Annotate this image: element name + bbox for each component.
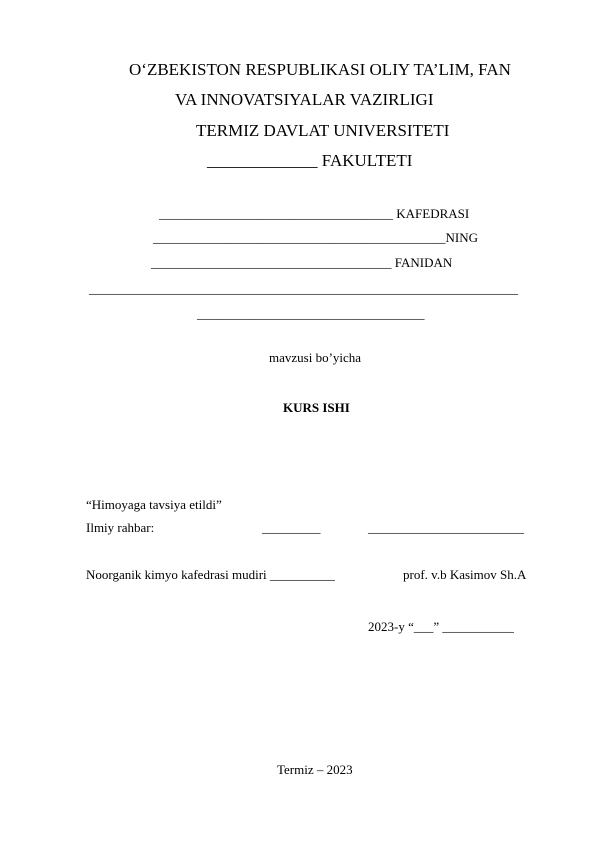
faculty-line: _____________ FAKULTETI <box>207 151 413 170</box>
date-line: 2023-y “___” ___________ <box>368 619 514 634</box>
ministry-line-1: O‘ZBEKISTON RESPUBLIKASI OLIY TA’LIM, FAN <box>129 60 511 79</box>
department-head-name: prof. v.b Kasimov Sh.A <box>403 567 527 582</box>
document-type-title: KURS ISHI <box>283 400 350 415</box>
department-head-label: Noorganik kimyo kafedrasi mudiri __________ <box>86 567 335 582</box>
supervisor-name-line: ________________________ <box>368 520 524 535</box>
kafedra-line: ____________________________________ KAFEDRASI <box>159 206 470 221</box>
topic-line-1: __________________________________________________________________ <box>89 281 518 296</box>
recommended-label: “Himoyaga tavsiya etildi” <box>86 497 222 512</box>
topic-line-2: ___________________________________ <box>197 306 425 321</box>
university-name: TERMIZ DAVLAT UNIVERSITETI <box>196 121 450 140</box>
supervisor-label: Ilmiy rahbar: <box>86 520 155 535</box>
place-year: Termiz – 2023 <box>277 762 353 777</box>
mavzusi-label: mavzusi bo’yicha <box>269 350 362 365</box>
supervisor-signature-line: _________ <box>262 520 321 535</box>
ministry-line-2: VA INNOVATSIYALAR VAZIRLIGI <box>175 90 434 109</box>
ning-line: _____________________________________________NING <box>153 230 478 245</box>
fanidan-line: _____________________________________ FANIDAN <box>151 255 453 270</box>
